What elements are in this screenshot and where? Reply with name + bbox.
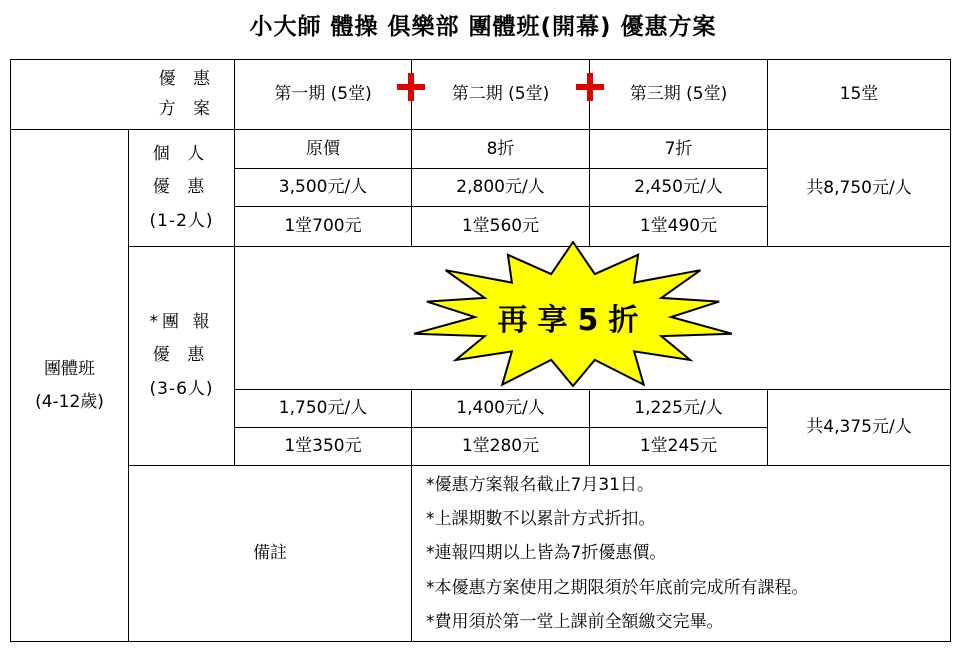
group-class-age: (4-12歲) [35, 391, 104, 412]
individual-discount-3: 7折 [590, 130, 768, 169]
plus-icon [397, 73, 425, 101]
individual-label-line3: (1-2人) [149, 210, 214, 231]
plus-icon [576, 73, 604, 101]
notes-cell [412, 466, 951, 642]
header-label-cell [11, 60, 235, 130]
notes-label: 備註 [129, 466, 412, 642]
individual-total: 共8,750元/人 [768, 130, 951, 247]
note-item-3: *連報四期以上皆為7折優惠價。 [426, 543, 667, 564]
team-price-3: 1,225元/人 [590, 390, 768, 428]
individual-discount-1: 原價 [235, 130, 412, 169]
team-per-class-3: 1堂245元 [590, 428, 768, 466]
team-per-class-2: 1堂280元 [412, 428, 590, 466]
team-price-1: 1,750元/人 [235, 390, 412, 428]
individual-label-line2: 優 惠 [152, 177, 211, 198]
note-item-1: *優惠方案報名截止7月31日。 [426, 474, 654, 495]
team-label-line2: 優 惠 [152, 345, 211, 366]
note-item-4: *本優惠方案使用之期限須於年底前完成所有課程。 [426, 577, 809, 598]
group-class-name: 團體班 [44, 359, 95, 380]
page-title: 小大師 體操 俱樂部 團體班(開幕) 優惠方案 [249, 14, 717, 40]
team-label-cell [129, 247, 235, 466]
group-class-cell [11, 130, 129, 642]
individual-per-class-1: 1堂700元 [235, 207, 412, 247]
header-period3: 第三期 (5堂) [590, 60, 768, 130]
team-price-2: 1,400元/人 [412, 390, 590, 428]
individual-discount-2: 8折 [412, 130, 590, 169]
individual-per-class-2: 1堂560元 [412, 207, 590, 247]
individual-price-2: 2,800元/人 [412, 169, 590, 207]
team-total: 共4,375元/人 [768, 390, 951, 466]
promo-text: 再享5折 [497, 303, 649, 338]
notes-row [11, 466, 951, 642]
header-label-line1: 優 惠 [158, 68, 216, 89]
note-item-5: *費用須於第一堂上課前全額繳交完畢。 [426, 611, 724, 632]
individual-per-class-3: 1堂490元 [590, 207, 768, 247]
team-label-line1: *團 報 [149, 312, 214, 333]
individual-label-cell [129, 130, 235, 247]
header-period2: 第二期 (5堂) [412, 60, 590, 130]
header-row [11, 60, 951, 130]
individual-price-1: 3,500元/人 [235, 169, 412, 207]
header-label-line2: 方 案 [158, 98, 216, 119]
header-period1: 第一期 (5堂) [235, 60, 412, 130]
individual-price-3: 2,450元/人 [590, 169, 768, 207]
header-total: 15堂 [768, 60, 951, 130]
individual-discount-row [11, 130, 951, 169]
team-label-line3: (3-6人) [149, 378, 214, 399]
individual-label-line1: 個 人 [152, 144, 211, 165]
team-per-class-1: 1堂350元 [235, 428, 412, 466]
note-item-2: *上課期數不以累計方式折扣。 [426, 509, 656, 530]
